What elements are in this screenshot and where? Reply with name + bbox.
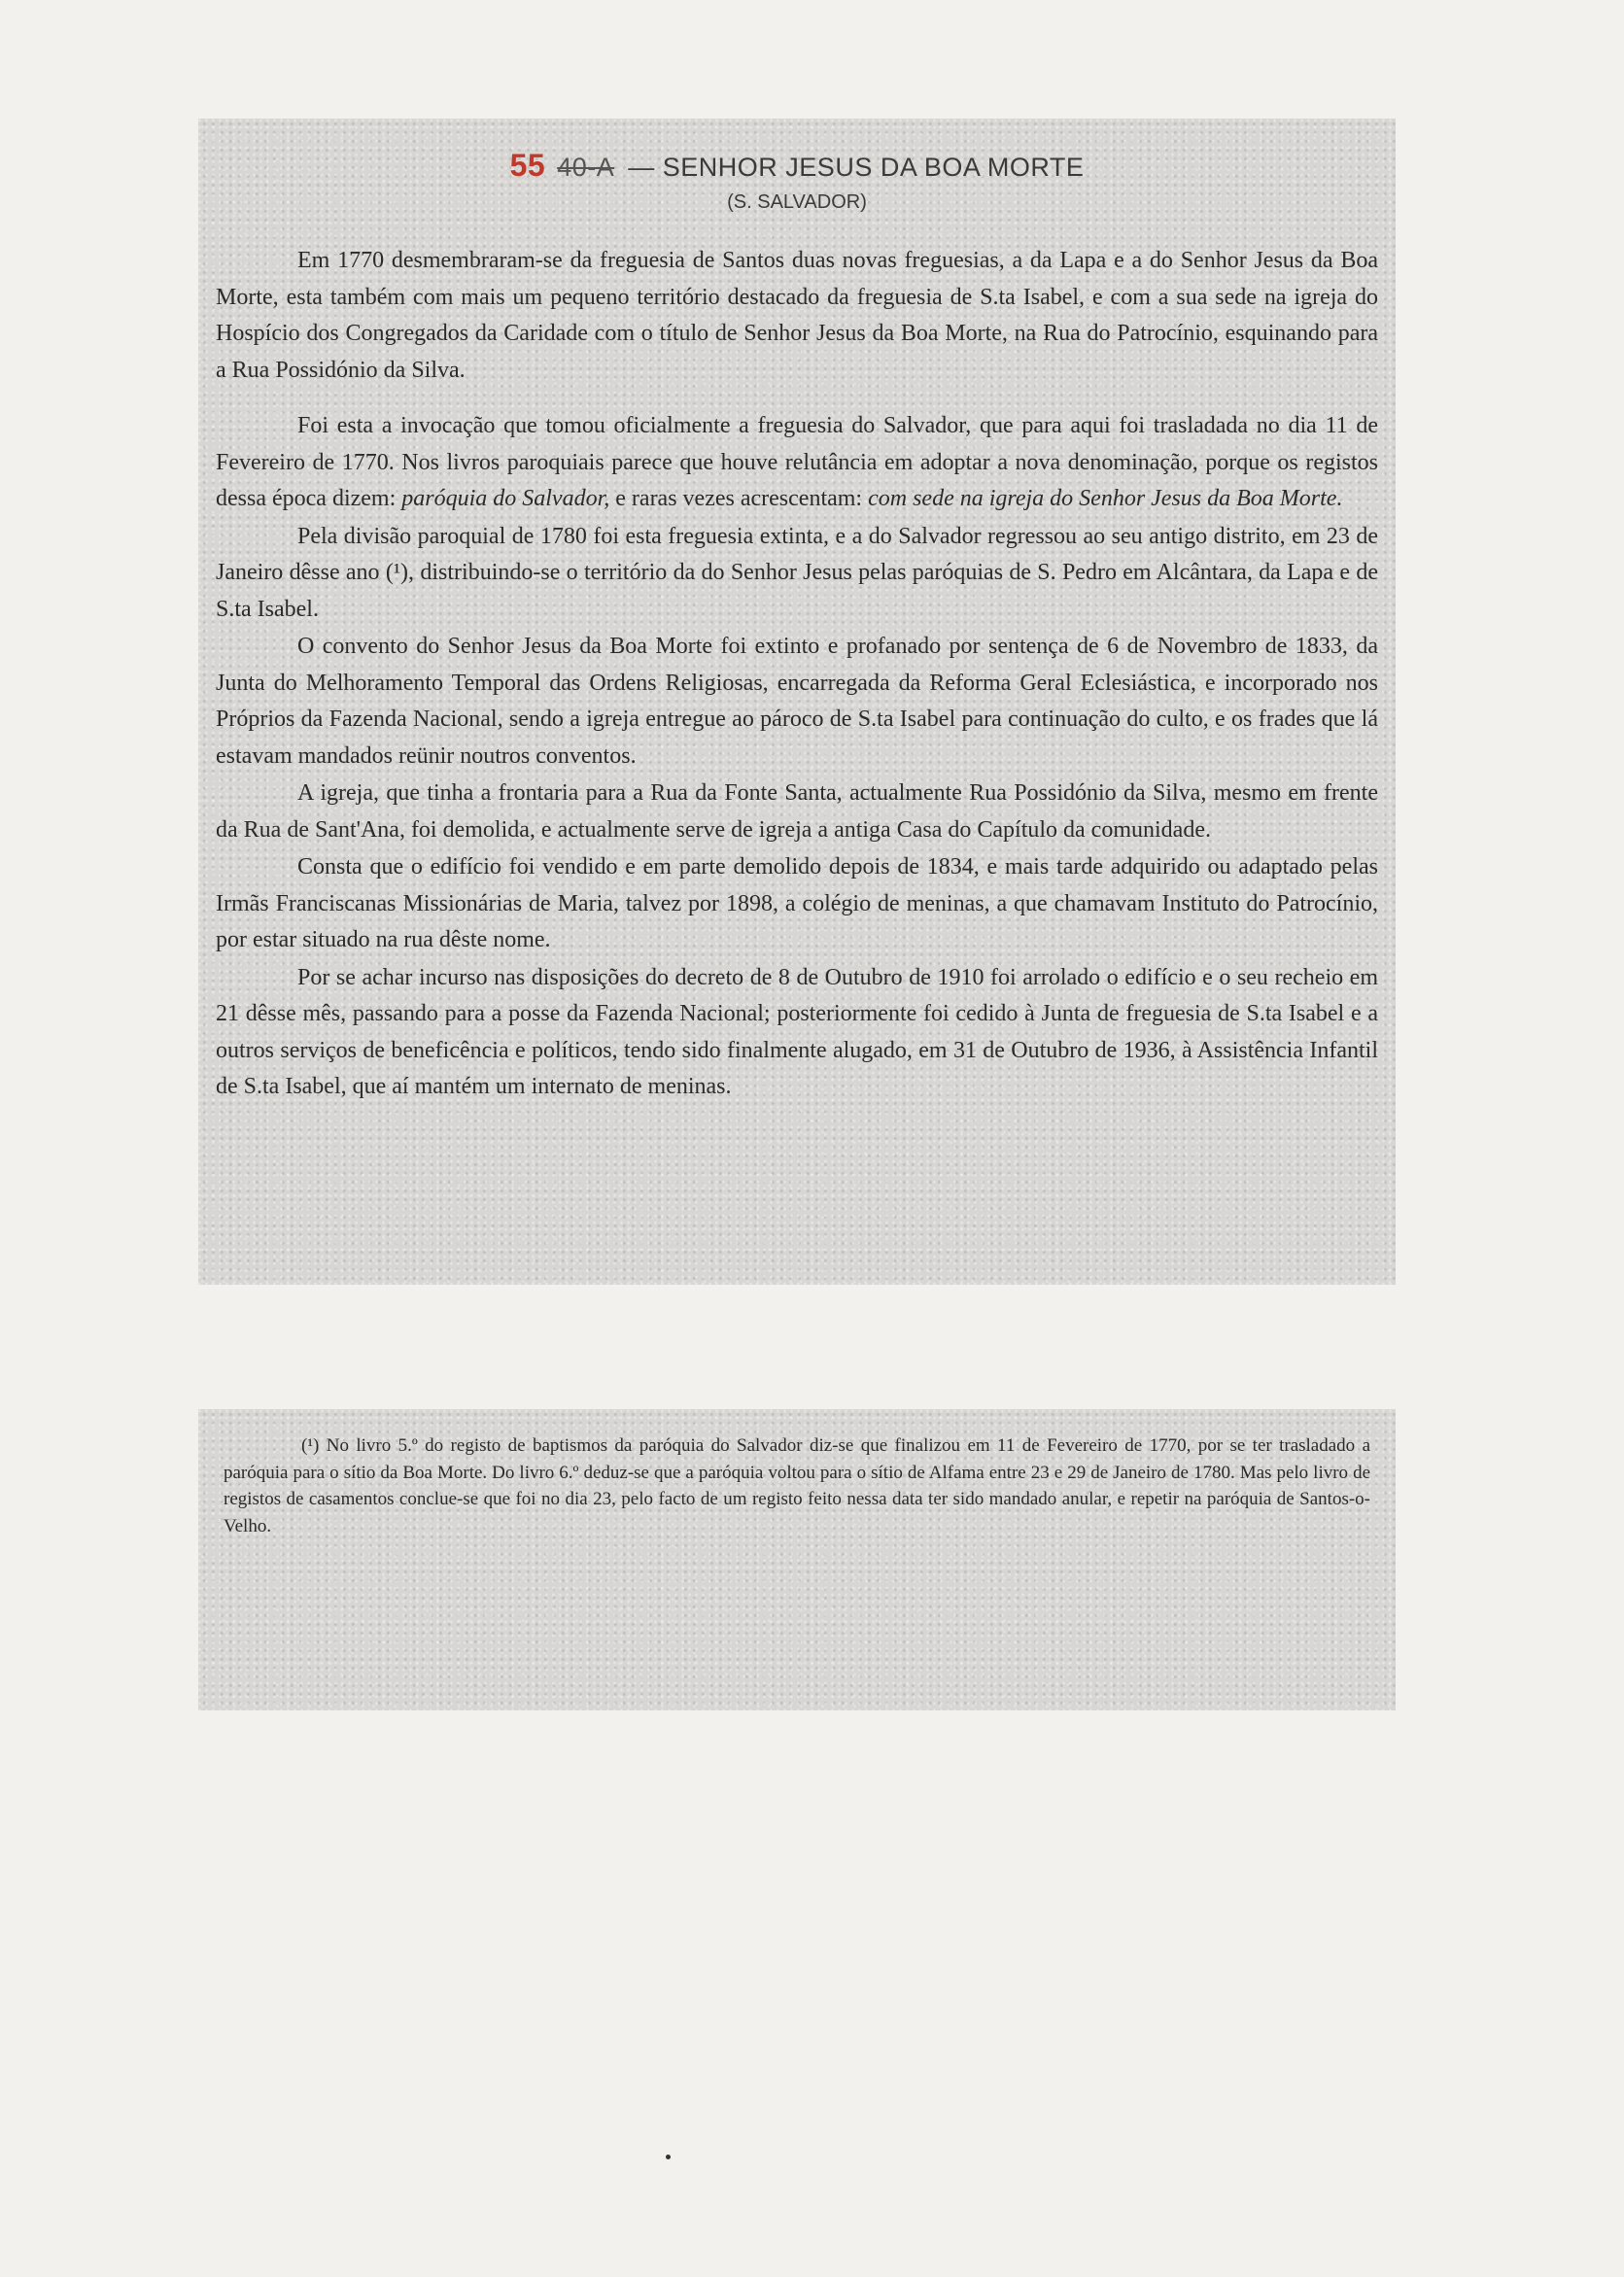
footnote-text: (¹) No livro 5.º do registo de baptismos da paróquia do Salvador diz-se que finalizou em 11 de Fevereiro de 1770, por se ter trasladado a paróquia para o sítio da Boa Morte. Do livro 6.º deduz-se que a paróquia voltou para o sítio de Alfama entre 23 e 29 de Janeiro de 1780. Mas pelo livro de registos de casamentos conclue-se que foi no dia 23, pelo facto de um registo feito nessa data ter sido mandado anular, e repetir na paróquia de Santos-o-Velho.	[224, 1435, 1370, 1536]
paragraph-text: Foi esta a invocação que tomou oficialmente a freguesia do Salvador, que para aqui foi trasladada no dia 11 de Fevereiro de 1770. Nos livros paroquiais parece que houve relutância em adoptar a nova denominação, porque os registos dessa época dizem:	[216, 413, 1378, 511]
page-heading	[216, 148, 1378, 184]
page-mark	[666, 2155, 671, 2159]
paragraph: O convento do Senhor Jesus da Boa Morte foi extinto e profanado por sentença de 6 de Novembro de 1833, da Junta do Melhoramento Temporal das Ordens Religiosas, encarregada da Reforma Geral Eclesiástica, e incorporado nos Próprios da Fazenda Nacional, sendo a igreja entregue ao pároco de S.ta Isabel para continuação do culto, e os frades que lá estavam mandados reünir noutros conventos.	[216, 634, 1378, 769]
page-subheading: (S. SALVADOR)	[727, 191, 867, 213]
paragraph	[216, 408, 1378, 518]
footnote	[224, 1432, 1370, 1539]
italic-quote: paróquia do Salvador,	[401, 486, 610, 511]
paragraph: Por se achar incurso nas disposições do decreto de 8 de Outubro de 1910 foi arrolado o edifício e o seu recheio em 21 dêsse mês, passando para a posse da Fazenda Nacional; posteriormente foi cedido à Junta de freguesia de S.ta Isabel e a outros serviços de beneficência e políticos, tendo sido finalmente alugado, em 31 de Outubro de 1936, à Assistência Infantil de S.ta Isabel, que aí mantém um internato de meninas.	[216, 964, 1378, 1099]
body-text	[216, 243, 1378, 1106]
italic-quote: com sede na igreja do Senhor Jesus da Boa Morte.	[868, 486, 1343, 511]
main-text-clipping	[198, 119, 1396, 1285]
entry-number: 55	[509, 148, 546, 183]
paragraph: Pela divisão paroquial de 1780 foi esta freguesia extinta, e a do Salvador regressou ao seu antigo distrito, em 23 de Janeiro dêsse ano (¹), distribuindo-se o território da do Senhor Jesus pelas paróquias de S. Pedro em Alcântara, da Lapa e de S.ta Isabel.	[216, 523, 1378, 622]
paragraph: Em 1770 desmembraram-se da freguesia de Santos duas novas freguesias, a da Lapa e a do Senhor Jesus da Boa Morte, esta também com mais um pequeno território destacado da freguesia de S.ta Isabel, e com a sua sede na igreja do Hospício dos Congregados da Caridade com o título de Senhor Jesus da Boa Morte, na Rua do Patrocínio, esquinando para a Rua Possidónio da Silva.	[216, 248, 1378, 383]
struck-number: 40-A	[557, 153, 615, 182]
heading-title: — SENHOR JESUS DA BOA MORTE	[628, 153, 1085, 182]
paragraph: Consta que o edifício foi vendido e em parte demolido depois de 1834, e mais tarde adquirido ou adaptado pelas Irmãs Franciscanas Missionárias de Maria, talvez por 1898, a colégio de meninas, a que chamavam Instituto do Patrocínio, por estar situado na rua dêste nome.	[216, 854, 1378, 952]
footnote-clipping	[198, 1409, 1396, 1710]
paragraph: A igreja, que tinha a frontaria para a Rua da Fonte Santa, actualmente Rua Possidónio da Silva, mesmo em frente da Rua de Sant'Ana, foi demolida, e actualmente serve de igreja a antiga Casa do Capítulo da comunidade.	[216, 780, 1378, 843]
connector-text: e raras vezes acrescentam:	[615, 486, 863, 511]
